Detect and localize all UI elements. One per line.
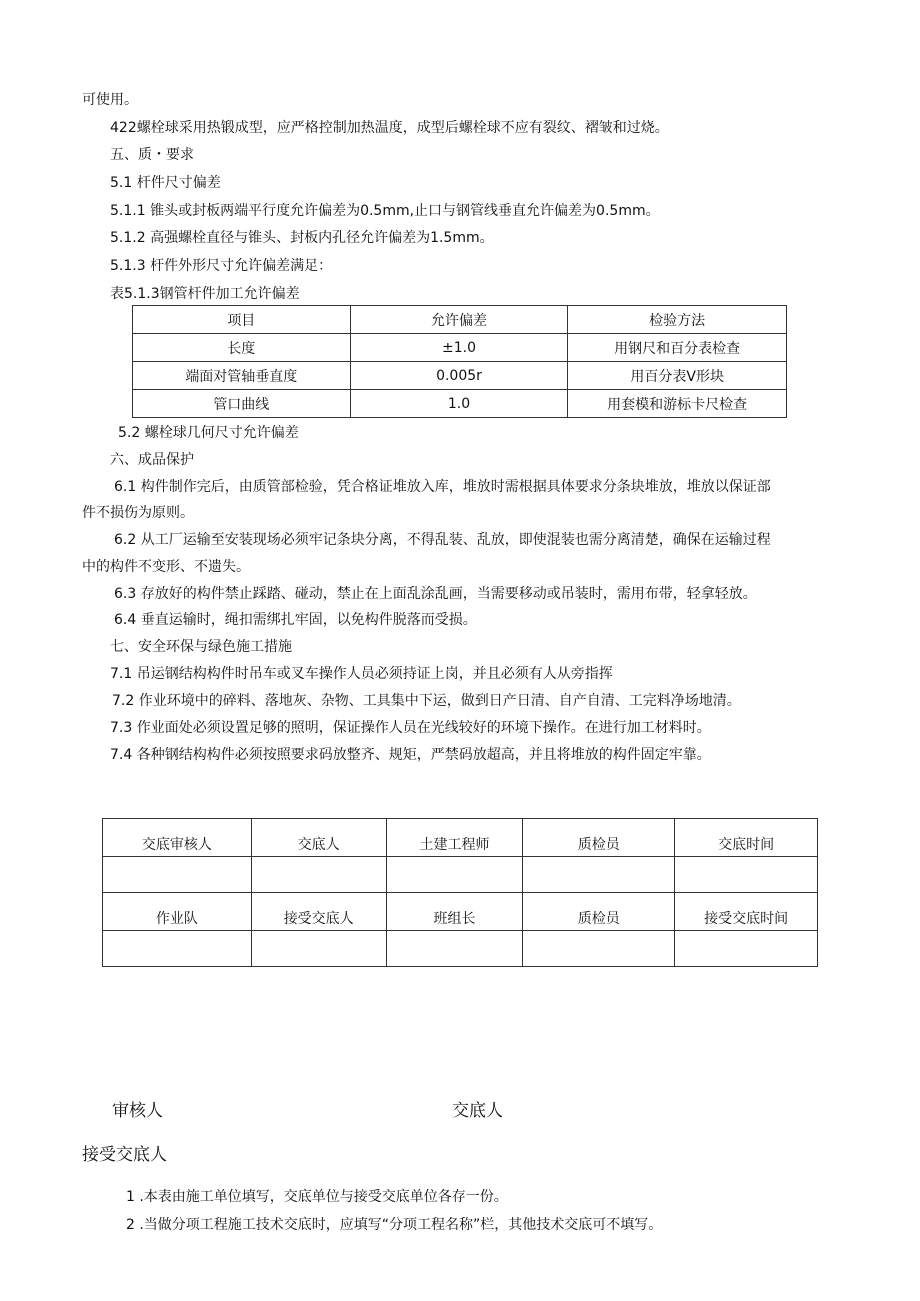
table-cell: 用百分表V形块 <box>568 362 787 390</box>
text-line: 5.1.1 锥头或封板两端平行度允许偏差为0.5mm,止口与钢管线垂直允许偏差为0.5mm。 <box>110 203 660 219</box>
table-header-cell: 项目 <box>133 306 351 334</box>
table-cell: 0.005r <box>350 362 568 390</box>
signoff-blank-cell[interactable] <box>251 857 386 893</box>
text-line: 422螺栓球采用热锻成型，应严格控制加热温度，成型后螺栓球不应有裂纹、褶皱和过烧。 <box>110 120 669 136</box>
text-line: 5.1.3 杆件外形尺寸允许偏差满足： <box>110 258 333 274</box>
signoff-blank-cell[interactable] <box>675 857 818 893</box>
text-line: 6.3 存放好的构件禁止踩踏、碰动，禁止在上面乱涂乱画，当需要移动或吊装时，需用布带，轻拿轻放。 <box>114 586 757 602</box>
footnote: 1 .本表由施工单位填写，交底单位与接受交底单位各存一份。 <box>126 1189 508 1205</box>
section-heading: 七、安全环保与绿色施工措施 <box>110 639 292 655</box>
table-cell: 用套模和游标卡尺检查 <box>568 390 787 418</box>
table-caption: 表5.1.3钢管杆件加工允许偏差 <box>110 286 300 302</box>
table-cell: 长度 <box>133 334 351 362</box>
signoff-label-row <box>103 893 818 931</box>
signoff-blank-cell[interactable] <box>251 931 386 967</box>
signoff-blank-cell[interactable] <box>103 931 252 967</box>
signoff-blank-cell[interactable] <box>523 857 675 893</box>
text-line: 7.1 吊运钢结构构件时吊车或叉车操作人员必须持证上岗，并且必须有人从旁指挥 <box>110 666 613 682</box>
signoff-label: 质检员 <box>523 893 675 931</box>
signoff-label: 土建工程师 <box>386 819 523 857</box>
signoff-label: 班组长 <box>386 893 523 931</box>
table-row <box>133 334 787 362</box>
reviewer-signature-label: 审核人 <box>112 1101 163 1121</box>
signoff-label: 接受交底时间 <box>675 893 818 931</box>
section-heading: 六、成品保护 <box>110 452 194 468</box>
signoff-blank-row <box>103 931 818 967</box>
signoff-label: 质检员 <box>523 819 675 857</box>
table-header-cell: 允许偏差 <box>350 306 568 334</box>
table-cell: 用钢尺和百分表检查 <box>568 334 787 362</box>
signoff-blank-cell[interactable] <box>103 857 252 893</box>
table-header-cell: 检验方法 <box>568 306 787 334</box>
signoff-label-row <box>103 819 818 857</box>
table-header-row <box>133 306 787 334</box>
text-line: 可使用。 <box>82 92 138 108</box>
text-line: 5.1.2 高强螺栓直径与锥头、封板内孔径允许偏差为1.5mm。 <box>110 230 494 246</box>
table-row <box>133 390 787 418</box>
text-line: 件不损伤为原则。 <box>82 505 194 521</box>
text-line: 7.4 各种钢结构构件必须按照要求码放整齐、规矩，严禁码放超高，并且将堆放的构件固定牢靠。 <box>110 747 711 763</box>
signoff-label: 交底时间 <box>675 819 818 857</box>
discloser-signature-label: 交底人 <box>452 1101 503 1121</box>
text-line: 6.2 从工厂运输至安装现场必须牢记条块分离，不得乱装、乱放，即使混装也需分离清楚，确保在运输过程 <box>114 532 771 548</box>
section-heading: 五、质・要求 <box>110 147 194 163</box>
signoff-blank-cell[interactable] <box>386 931 523 967</box>
table-cell: 端面对管轴垂直度 <box>133 362 351 390</box>
signoff-blank-row <box>103 857 818 893</box>
footnote: 2 .当做分项工程施工技术交底时，应填写“分项工程名称”栏，其他技术交底可不填写。 <box>126 1217 663 1233</box>
text-line: 6.4 垂直运输时，绳扣需绑扎牢固，以免构件脱落而受损。 <box>114 612 477 628</box>
table-cell: 1.0 <box>350 390 568 418</box>
signoff-label: 交底人 <box>251 819 386 857</box>
subsection-heading: 5.2 螺栓球几何尺寸允许偏差 <box>118 425 299 441</box>
signoff-label: 作业队 <box>103 893 252 931</box>
tolerance-table <box>132 305 787 418</box>
table-cell: ±1.0 <box>350 334 568 362</box>
signoff-blank-cell[interactable] <box>523 931 675 967</box>
signoff-blank-cell[interactable] <box>675 931 818 967</box>
signoff-label: 交底审核人 <box>103 819 252 857</box>
signoff-table <box>102 818 818 967</box>
subsection-heading: 5.1 杆件尺寸偏差 <box>110 175 221 191</box>
text-line: 7.2 作业环境中的碎料、落地灰、杂物、工具集中下运，做到日产日清、自产自清、工完料净场地清。 <box>112 693 741 709</box>
text-line: 中的构件不变形、不遗失。 <box>82 559 250 575</box>
receiver-signature-label: 接受交底人 <box>82 1145 167 1165</box>
table-row <box>133 362 787 390</box>
signoff-blank-cell[interactable] <box>386 857 523 893</box>
signoff-label: 接受交底人 <box>251 893 386 931</box>
text-line: 7.3 作业面处必须设置足够的照明，保证操作人员在光线较好的环境下操作。在进行加工材料时。 <box>110 720 711 736</box>
text-line: 6.1 构件制作完后，由质管部检验，凭合格证堆放入库，堆放时需根据具体要求分条块堆放，堆放以保证部 <box>114 479 771 495</box>
table-cell: 管口曲线 <box>133 390 351 418</box>
